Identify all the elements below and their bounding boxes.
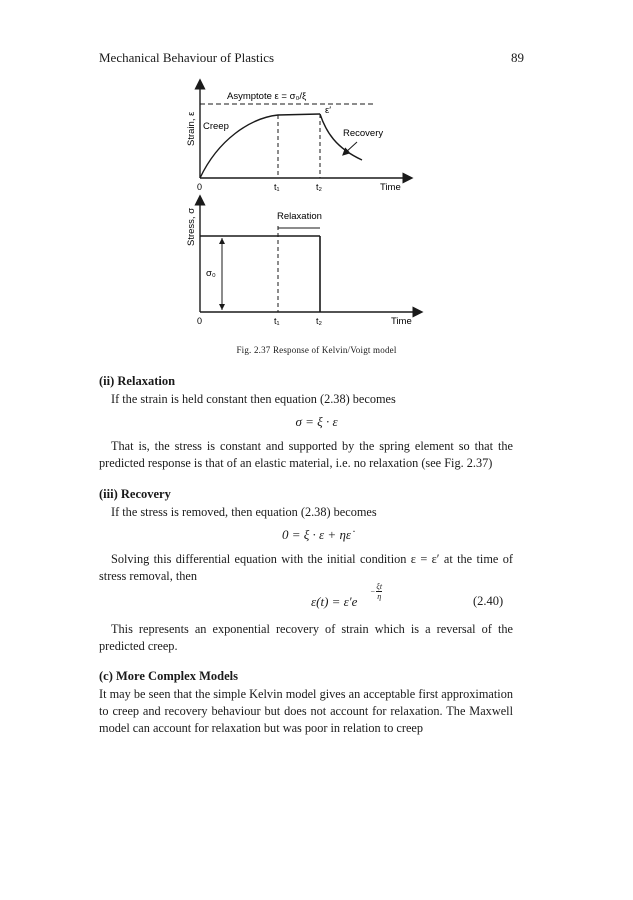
sigma0-arrowhead-top [219,238,225,244]
relaxation-heading: (ii) Relaxation [99,374,176,388]
recovery-paragraph-3: This represents an exponential recovery of strain which is a reversal of the predicted creep. [99,622,513,654]
sigma0-label: σ₀ [206,268,216,279]
asymptote-label: Asymptote ε = σ₀/ξ [227,91,307,102]
figure-kelvin-voigt [0,0,633,340]
top-origin-label: 0 [197,182,203,192]
eq240-exp-minus: − [370,587,376,596]
recovery-label: Recovery [343,128,384,139]
creep-label: Creep [203,121,229,132]
eps-prime-label: ε′ [325,105,332,116]
top-y-label: Strain, ε [186,111,197,146]
bottom-plot [186,200,418,327]
figure-svg [0,0,633,340]
eq240-number: (2.40) [473,594,504,608]
complex-models-paragraph: It may be seen that the simple Kelvin model gives an acceptable first approximation to creep and recovery behaviour but does not account for relaxation. The Maxwell model can account for relaxation but was poor in relation to creep [99,687,513,736]
bottom-t1-label: t₁ [274,316,280,326]
top-plot [186,84,408,193]
top-t2-label: t₂ [316,182,322,192]
recovery-paragraph-1: If the stress is removed, then equation (2.38) becomes [111,505,377,519]
eq240-exponent [370,583,382,601]
eq240-lhs: ε(t) = ε′e [311,594,358,609]
running-header-title: Mechanical Behaviour of Plastics [99,50,275,65]
bottom-y-label: Stress, σ [186,207,197,246]
eq240-exp-numerator: ξt [376,582,383,591]
complex-models-heading: (c) More Complex Models [99,669,238,683]
recovery-equation: 0 = ξ · ε + ηε̇ [281,527,352,542]
relaxation-paragraph-2: That is, the stress is constant and supported by the spring element so that the predicted response is that of an elastic material, i.e. no relaxation (see Fig. 2.37) [99,439,513,471]
figure-caption: Fig. 2.37 Response of Kelvin/Voigt model [236,345,397,355]
recovery-heading: (iii) Recovery [99,487,171,501]
sigma0-arrowhead-bottom [219,304,225,310]
relaxation-paragraph-1: If the strain is held constant then equation (2.38) becomes [111,392,396,406]
eq240-exp-denominator: η [377,592,382,601]
recovery-pointer [345,142,357,153]
recovery-paragraph-2: Solving this differential equation with the initial condition ε = ε′ at the time of stress removal, then [99,552,513,584]
top-t1-label: t₁ [274,182,280,192]
top-x-label: Time [380,182,401,193]
page-number: 89 [511,50,524,65]
bottom-origin-label: 0 [197,316,203,326]
bottom-t2-label: t₂ [316,316,322,326]
relaxation-equation: σ = ξ · ε [295,414,338,429]
relaxation-label: Relaxation [277,211,322,222]
bottom-x-label: Time [391,316,412,327]
